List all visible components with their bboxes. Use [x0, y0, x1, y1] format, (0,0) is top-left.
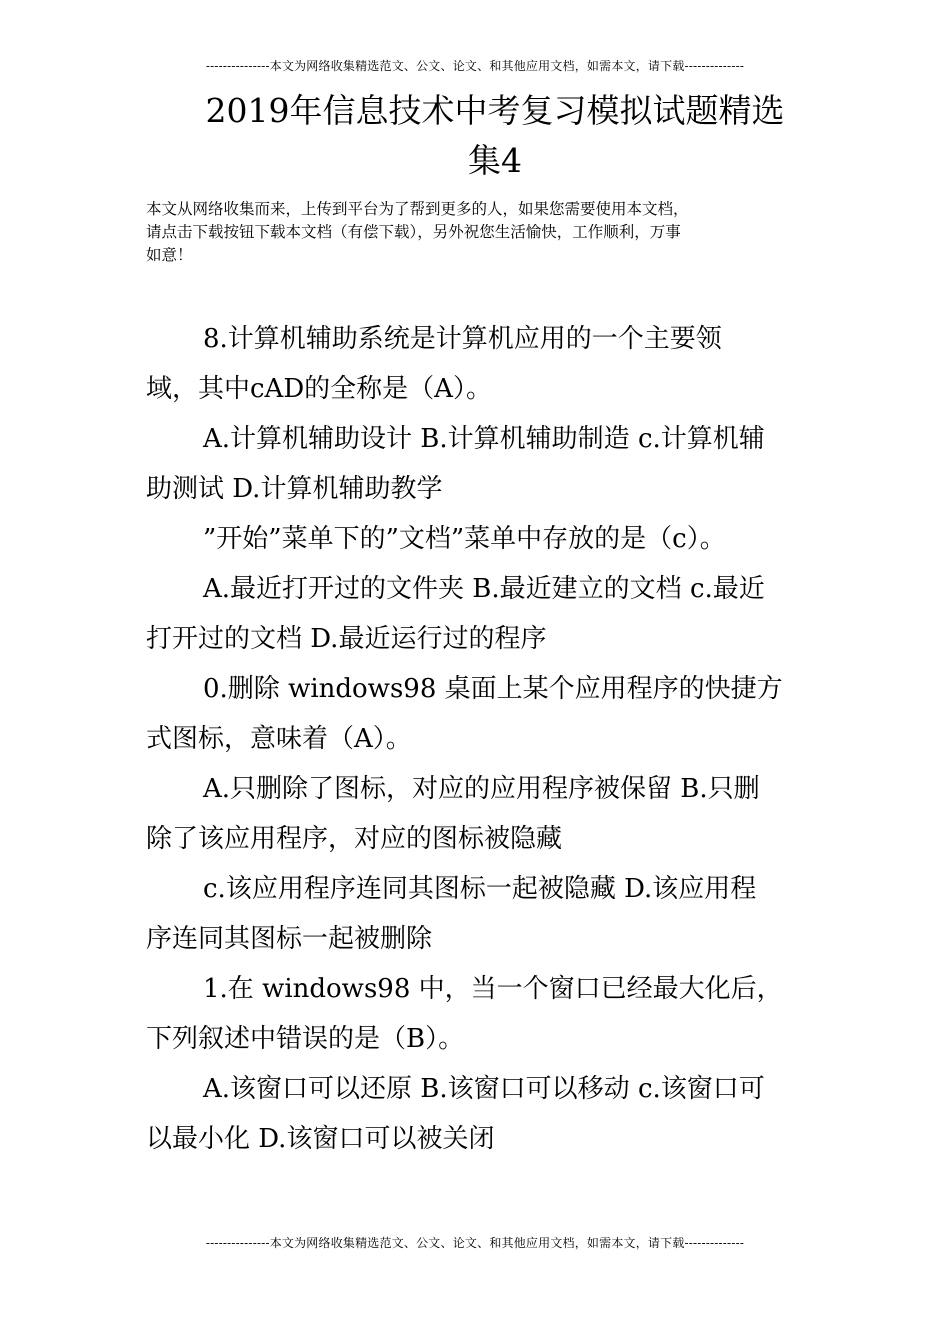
question-10-options-line-4: 序连同其图标一起被删除 [146, 924, 433, 954]
question-10-line-2: 式图标，意味着（A）。 [146, 724, 412, 754]
question-10-options-line-1: A.只删除了图标，对应的应用程序被保留 B.只删 [203, 774, 760, 804]
document-title-line-1: 2019年信息技术中考复习模拟试题精选 [205, 91, 785, 130]
question-8-options-line-1: A.计算机辅助设计 B.计算机辅助制造 c.计算机辅 [203, 424, 765, 454]
question-10-options-line-3: c.该应用程序连同其图标一起被隐藏 D.该应用程 [203, 874, 757, 904]
question-9-options-line-2: 打开过的文档 D.最近运行过的程序 [146, 624, 547, 654]
question-8-line-2: 域，其中cAD的全称是（A）。 [146, 374, 492, 404]
intro-line-1: 本文从网络收集而来，上传到平台为了帮到更多的人，如果您需要使用本文档， [146, 200, 689, 218]
intro-line-3: 如意！ [146, 246, 193, 264]
question-9-line-1: ”开始”菜单下的”文档”菜单中存放的是（c）。 [203, 524, 726, 554]
question-11-line-2: 下列叙述中错误的是（B）。 [146, 1024, 465, 1054]
header-note: ---------------本文为网络收集精选范文、公文、论文、和其他应用文档，如需本文，请下载-------------- [205, 59, 745, 73]
question-11-options-line-2: 以最小化 D.该窗口可以被关闭 [146, 1124, 495, 1154]
footer-note: ---------------本文为网络收集精选范文、公文、论文、和其他应用文档，如需本文，请下载-------------- [205, 1236, 745, 1250]
question-11-options-line-1: A.该窗口可以还原 B.该窗口可以移动 c.该窗口可 [203, 1074, 765, 1104]
intro-line-2: 请点击下载按钮下载本文档（有偿下载），另外祝您生活愉快，工作顺利，万事 [146, 223, 681, 241]
question-10-line-1: 0.删除 windows98 桌面上某个应用程序的快捷方 [203, 674, 783, 704]
question-8-line-1: 8.计算机辅助系统是计算机应用的一个主要领 [203, 324, 722, 354]
intro-paragraph [146, 198, 826, 267]
question-10-options-line-2: 除了该应用程序，对应的图标被隐藏 [146, 824, 563, 854]
document-title-line-2: 集4 [468, 141, 522, 180]
question-9-options-line-1: A.最近打开过的文件夹 B.最近建立的文档 c.最近 [203, 574, 765, 604]
question-8-options-line-2: 助测试 D.计算机辅助教学 [146, 474, 443, 504]
question-11-line-1: 1.在 windows98 中，当一个窗口已经最大化后， [203, 974, 783, 1004]
